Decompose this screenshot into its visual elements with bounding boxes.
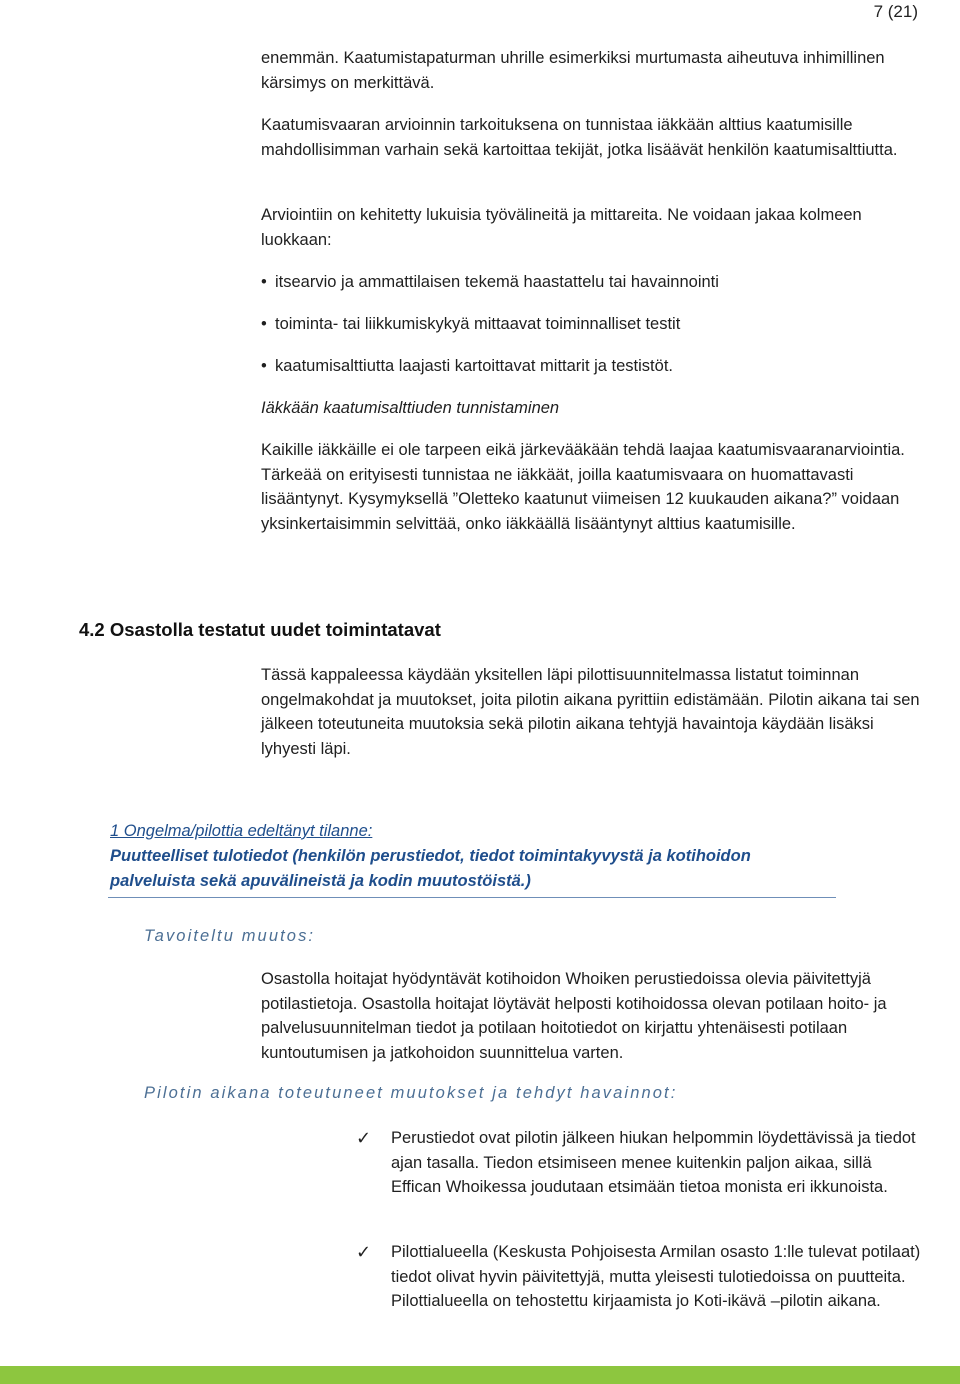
list-item-text: Pilottialueella (Keskusta Pohjoisesta Armilan osasto 1:lle tulevat potilaat) tiedot olivat hyvin päivitettyjä, mutta yleisesti tulotiedoissa on puutteita. Pilottialueella on tehostettu kirjaamista jo Koti-ikävä –pilotin aikana. (391, 1243, 921, 1310)
section-heading (79, 619, 441, 641)
bullet-icon: • (261, 273, 267, 291)
paragraph-4: Kaikille iäkkäille ei ole tarpeen eikä järkevääkään tehdä laajaa kaatumisvaaranarviointia. Tärkeää on erityisesti tunnistaa ne iäkkäät, joilla kaatumisvaara on huomattavasti lisääntynyt. Kysymyksellä ”Oletteko kaatunut viimeisen 12 kuukauden aikana?” voidaan yksinkertaisimmin selvittää, onko iäkkäällä lisääntynyt alttius kaatumisille. (261, 441, 905, 533)
list-item (356, 1240, 926, 1314)
section-number: 4.2 (79, 619, 105, 640)
subheading: Iäkkään kaatumisalttiuden tunnistaminen (261, 399, 560, 417)
checkmark-icon: ✓ (356, 1242, 372, 1262)
section-title: Osastolla testatut uudet toimintatavat (109, 619, 441, 640)
paragraph-3: Arviointiin on kehitetty lukuisia työvälineitä ja mittareita. Ne voidaan jakaa kolmeen luokkaan: (261, 206, 862, 249)
list-item (261, 312, 926, 336)
divider (108, 897, 836, 898)
footer-bar (0, 1366, 960, 1384)
problem-block (110, 819, 830, 894)
list-item-text: itsearvio ja ammattilaisen tekemä haastattelu tai havainnointi (275, 273, 719, 291)
list-item (261, 354, 926, 378)
problem-line-1: Puutteelliset tulotiedot (henkilön perustiedot, tiedot toimintakyvystä ja kotihoidon (110, 847, 751, 865)
problem-line-2: palveluista sekä apuvälineistä ja kodin muutostöistä.) (110, 872, 531, 890)
page-number: 7 (21) (873, 2, 918, 21)
section-intro: Tässä kappaleessa käydään yksitellen läpi pilottisuunnitelmassa listatut toiminnan ongelmakohdat ja muutokset, joita pilotin aikana pyrittiin edistämään. Pilotin aikana tai sen jälkeen toteutuneita muutoksia sekä pilotin aikana tehtyjä havaintoja käydään lisäksi lyhyesti läpi. (261, 666, 920, 758)
bullet-icon: • (261, 357, 267, 375)
list-item (356, 1126, 926, 1200)
list-item (261, 270, 926, 294)
problem-title: 1 Ongelma/pilottia edeltänyt tilanne: (110, 822, 373, 840)
observations-heading: Pilotin aikana toteutuneet muutokset ja tehdyt havainnot: (144, 1084, 678, 1102)
list-item-text: Perustiedot ovat pilotin jälkeen hiukan helpommin löydettävissä ja tiedot ajan tasalla. Tiedon etsimiseen menee kuitenkin paljon aikaa, sillä Effican Whoikessa joudutaan etsimään tietoa monista eri ikkunoista. (391, 1129, 916, 1196)
paragraph-1: enemmän. Kaatumistapaturman uhrille esimerkiksi murtumasta aiheutuva inhimillinen kärsimys on merkittävä. (261, 49, 885, 92)
checkmark-icon: ✓ (356, 1128, 372, 1148)
list-item-text: toiminta- tai liikkumiskykyä mittaavat toiminnalliset testit (275, 315, 681, 333)
paragraph-2: Kaatumisvaaran arvioinnin tarkoituksena on tunnistaa iäkkään alttius kaatumisille mahdollisimman varhain sekä kartoittaa tekijät, jotka lisäävät henkilön kaatumisalttiutta. (261, 116, 898, 159)
target-heading: Tavoiteltu muutos: (144, 927, 316, 945)
bullet-icon: • (261, 315, 267, 333)
target-text: Osastolla hoitajat hyödyntävät kotihoidon Whoiken perustiedoissa olevia päivitettyjä potilastietoja. Osastolla hoitajat löytävät helposti kotihoidossa olevan potilaan hoito- ja palvelusuunnitelman tiedot ja potilaan hoitotiedot on kirjattu yhtenäisesti potilaan kuntoutumisen ja jatkohoidon suunnittelua varten. (261, 970, 887, 1062)
list-item-text: kaatumisalttiutta laajasti kartoittavat mittarit ja testistöt. (275, 357, 673, 375)
